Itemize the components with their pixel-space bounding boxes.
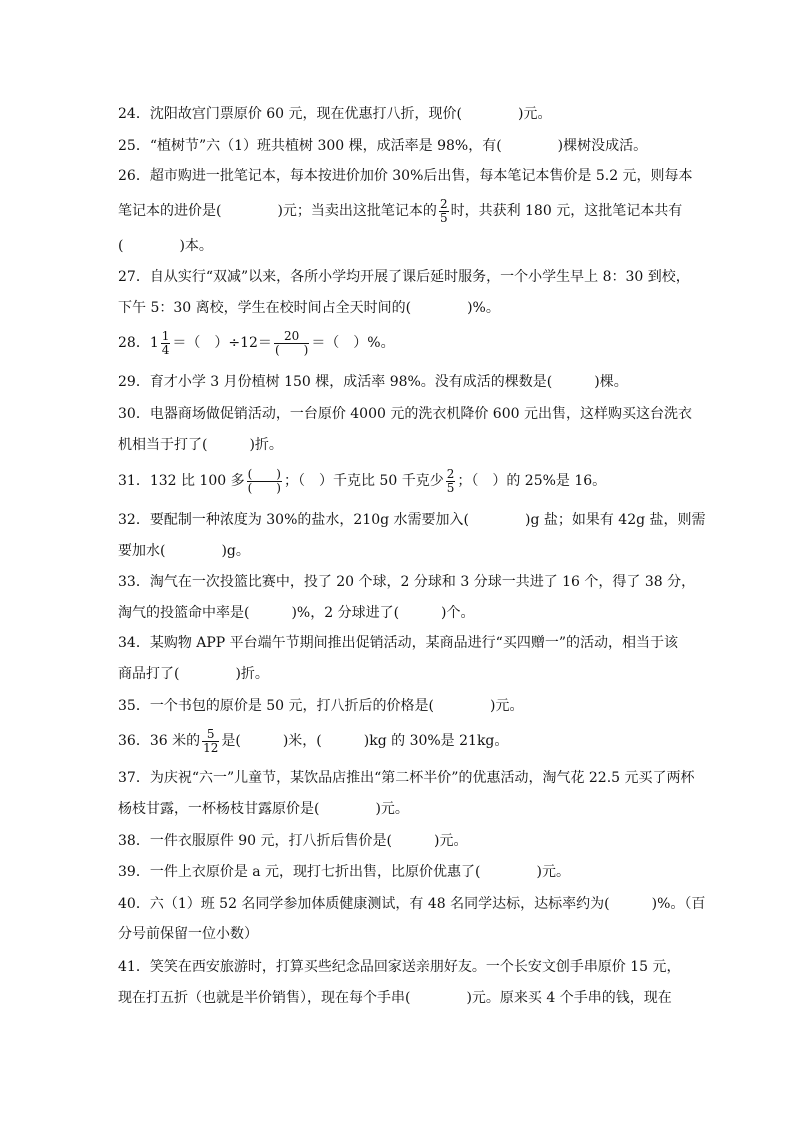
question-35: 35．一个书包的原价是 50 元，打八折后的价格是( )元。 xyxy=(118,698,524,714)
fraction-numerator: ( ) xyxy=(247,466,281,481)
fraction-five-twelfths xyxy=(202,728,219,755)
question-28-middle: ＝（ ）÷12＝ xyxy=(172,335,272,351)
fraction-blank-over-blank xyxy=(247,468,282,495)
question-27-line-1: 27．自从实行“双减”以来，各所小学均开展了课后延时服务，一个小学生早上 8：30 到校， xyxy=(118,269,690,285)
mixed-whole: 1 xyxy=(149,335,159,351)
fraction-numerator: 5 xyxy=(202,728,219,742)
fraction-denominator: 5 xyxy=(439,210,448,225)
question-36-text-b: 是( )米，( )kg 的 30%是 21kg。 xyxy=(221,733,509,749)
question-32-line-2: 要加水( )g。 xyxy=(118,543,250,559)
question-32-line-1: 32．要配制一种浓度为 30%的盐水，210g 水需要加入( )g 盐；如果有 42g 盐，则需 xyxy=(118,512,706,528)
question-38: 38．一件衣服原件 90 元，打八折后售价是( )元。 xyxy=(118,833,468,849)
question-33-line-2: 淘气的投篮命中率是( )%，2 分球进了( )个。 xyxy=(118,605,475,621)
question-39: 39．一件上衣原价是 a 元，现打七折出售，比原价优惠了( )元。 xyxy=(118,864,570,880)
question-26-line-3: ( )本。 xyxy=(118,238,213,254)
question-41-line-1: 41．笑笑在西安旅游时，打算买些纪念品回家送亲朋好友。一个长安文创手串原价 15 元， xyxy=(118,959,681,975)
question-26-line-2 xyxy=(118,196,682,226)
question-34-line-2: 商品打了( )折。 xyxy=(118,666,269,682)
question-27-line-2: 下午 5：30 离校，学生在校时间占全天时间的( )%。 xyxy=(118,300,500,316)
question-40-line-1: 40．六（1）班 52 名同学参加体质健康测试，有 48 名同学达标，达标率约为( )%。（百 xyxy=(118,896,706,912)
question-26-text-a: 笔记本的进价是( )元；当卖出这批笔记本的 xyxy=(118,203,437,219)
fraction-two-fifths xyxy=(446,468,456,495)
question-28-number: 28． xyxy=(118,335,150,351)
fraction-denominator: 4 xyxy=(161,342,170,357)
question-28-end: ＝（ ）%。 xyxy=(311,335,395,351)
question-28 xyxy=(118,325,395,361)
fraction-denominator: ( ) xyxy=(274,342,309,357)
question-34-line-1: 34．某购物 APP 平台端午节期间推出促销活动，某商品进行“买四赠一”的活动，相当于该 xyxy=(118,635,678,651)
question-37-line-1: 37．为庆祝“六一”儿童节，某饮品店推出“第二杯半价”的优惠活动，淘气花 22.5 元买了两杯 xyxy=(118,770,695,786)
fraction-numerator: 20 xyxy=(274,330,309,344)
question-26-line-1: 26．超市购进一批笔记本，每本按进价加价 30%后出售，每本笔记本售价是 5.2 元，则每本 xyxy=(118,168,693,184)
question-37-line-2: 杨枝甘露，一杯杨枝甘露原价是( )元。 xyxy=(118,801,409,817)
question-36 xyxy=(118,724,508,758)
question-25: 25．“植树节”六（1）班共植树 300 棵，成活率是 98%，有( )棵树没成活。 xyxy=(118,138,648,154)
question-26-text-b: 时，共获利 180 元，这批笔记本共有 xyxy=(450,203,683,219)
question-31-text-b: ；（ ）千克比 50 千克少 xyxy=(283,473,444,489)
fraction-one-quarter xyxy=(161,330,171,357)
question-31 xyxy=(118,463,606,499)
question-36-text-a: 36．36 米的 xyxy=(118,733,201,749)
fraction-denominator: 12 xyxy=(203,740,219,755)
fraction-denominator: ( ) xyxy=(247,480,281,495)
question-30-line-2: 机相当于打了( )折。 xyxy=(118,437,283,453)
question-30-line-1: 30．电器商场做促销活动，一台原价 4000 元的洗衣机降价 600 元出售，这样购买这台洗衣 xyxy=(118,406,692,422)
question-33-line-1: 33．淘气在一次投篮比赛中，投了 20 个球，2 分球和 3 分球一共进了 16 个，得了 38 分， xyxy=(118,574,696,590)
fraction-twenty-over-blank xyxy=(274,330,309,357)
question-31-text-c: ；（ ）的 25%是 16。 xyxy=(457,473,607,489)
question-41-line-2: 现在打五折（也就是半价销售），现在每个手串( )元。原来买 4 个手串的钱，现在 xyxy=(118,990,672,1006)
fraction-denominator: 5 xyxy=(446,480,455,495)
question-24: 24．沈阳故宫门票原价 60 元，现在优惠打八折，现价( )元。 xyxy=(118,106,552,122)
fraction-numerator: 1 xyxy=(161,328,170,343)
question-40-line-2: 分号前保留一位小数） xyxy=(118,926,258,942)
question-31-text-a: 31．132 比 100 多 xyxy=(118,473,245,489)
question-29: 29．育才小学 3 月份植树 150 棵，成活率 98%。没有成活的棵数是( )棵。 xyxy=(118,374,628,390)
mixed-number xyxy=(150,325,173,361)
fraction-numerator: 2 xyxy=(439,196,448,211)
fraction-two-fifths xyxy=(439,198,449,225)
fraction-numerator: 2 xyxy=(446,466,455,481)
